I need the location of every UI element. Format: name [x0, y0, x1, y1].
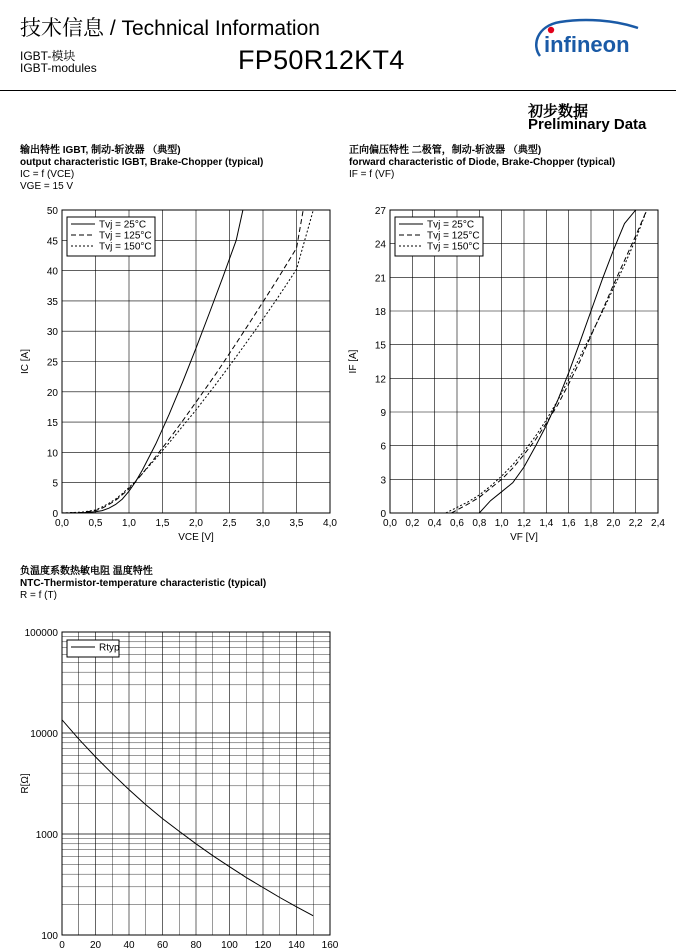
x-tick-label: 0,4: [427, 518, 442, 529]
y-tick-label: 9: [380, 408, 386, 419]
legend-label: Tvj = 150°C: [427, 241, 480, 253]
legend-label: Tvj = 150°C: [99, 241, 152, 253]
y-tick-label: 25: [46, 357, 58, 369]
y-tick-label: 15: [46, 418, 58, 430]
x-tick-label: 1,0: [494, 518, 509, 529]
y-tick-label: 0: [52, 509, 58, 520]
x-tick-label: 100: [221, 940, 238, 951]
ntc-title-en: NTC-Thermistor-temperature characteristic (typical): [20, 578, 267, 589]
y-tick-label: 1000: [35, 830, 58, 841]
x-tick-label: 1,2: [517, 518, 531, 529]
x-tick-label: 2,2: [628, 518, 643, 529]
y-tick-label: 6: [380, 441, 386, 453]
x-tick-label: 2,0: [606, 518, 621, 529]
x-tick-label: 2,4: [651, 518, 665, 529]
y-tick-label: 45: [46, 236, 58, 248]
preliminary-cn: 初步数据: [528, 103, 589, 120]
x-tick-label: 0,0: [55, 518, 69, 529]
x-tick-label: 80: [190, 940, 202, 951]
x-tick-label: 1,8: [584, 518, 598, 529]
legend-label: Tvj = 25°C: [427, 219, 475, 231]
chart-grid: [62, 632, 330, 935]
x-tick-label: 2,0: [189, 518, 203, 529]
ntc-title-cn: 负温度系数热敏电阻 温度特性: [20, 566, 153, 577]
x-tick-label: 0: [59, 940, 65, 951]
y-tick-label: 10: [46, 448, 58, 460]
x-tick-label: 0,8: [472, 518, 487, 529]
subtitle-cn: IGBT-模块: [20, 49, 76, 63]
preliminary-en: Preliminary Data: [528, 116, 647, 133]
y-tick-label: 10000: [30, 729, 58, 740]
x-tick-label: 0,5: [88, 518, 103, 529]
header-divider: [0, 90, 676, 91]
legend-label: Rtyp: [99, 642, 120, 654]
legend-label: Tvj = 125°C: [427, 230, 480, 242]
y-tick-label: 12: [374, 374, 386, 386]
y-tick-label: 27: [374, 206, 386, 217]
legend-label: Tvj = 125°C: [99, 230, 152, 242]
diode-forward-chart: [335, 195, 676, 550]
page-title: 技术信息 / Technical Information: [20, 17, 320, 40]
diode-title-cn: 正向偏压特性 二极管，制动-斩波器 （典型): [349, 145, 542, 156]
x-tick-label: 0,2: [405, 518, 420, 529]
x-tick-label: 1,0: [122, 518, 136, 529]
x-tick-label: 140: [288, 940, 305, 951]
x-tick-label: 0,6: [450, 518, 464, 529]
y-tick-label: 40: [46, 266, 58, 278]
y-tick-label: 3: [380, 475, 386, 487]
y-axis-label: IF [A]: [348, 349, 359, 374]
y-tick-label: 35: [46, 296, 58, 308]
igbt-formula-vge: VGE = 15 V: [20, 181, 74, 192]
series-line-1: [62, 720, 313, 916]
y-tick-label: 0: [380, 509, 386, 520]
x-tick-label: 1,6: [561, 518, 576, 529]
x-tick-label: 120: [254, 940, 272, 951]
igbt-title-en: output characteristic IGBT, Brake-Chopper (typical): [20, 157, 264, 168]
x-tick-label: 2,5: [222, 518, 237, 529]
x-tick-label: 3,5: [289, 518, 304, 529]
y-tick-label: 5: [52, 478, 58, 490]
y-axis-label: IC [A]: [20, 348, 31, 375]
y-tick-label: 100000: [24, 628, 58, 639]
y-tick-label: 24: [374, 239, 386, 251]
x-tick-label: 0,0: [383, 518, 397, 529]
x-tick-label: 160: [321, 940, 339, 951]
legend-label: Tvj = 25°C: [99, 219, 147, 231]
igbt-formula-ic: IC = f (VCE): [20, 169, 75, 180]
y-tick-label: 50: [46, 206, 58, 217]
igbt-title-cn: 输出特性 IGBT, 制动-斩波器 （典型): [20, 145, 181, 156]
x-tick-label: 1,5: [155, 518, 170, 529]
igbt-output-chart: [0, 195, 345, 550]
ntc-formula: R = f (T): [20, 590, 57, 601]
x-tick-label: 20: [89, 940, 102, 951]
x-axis-label: VCE [V]: [178, 532, 214, 543]
series-line-1: [479, 210, 635, 513]
subtitle-en: IGBT-modules: [20, 61, 97, 75]
y-tick-label: 18: [374, 307, 386, 318]
ntc-thermistor-chart: [0, 620, 345, 952]
y-tick-label: 20: [46, 387, 58, 399]
diode-title-en: forward characteristic of Diode, Brake-Chopper (typical): [349, 157, 616, 168]
x-tick-label: 60: [156, 940, 169, 951]
x-tick-label: 4,0: [323, 518, 337, 529]
y-tick-label: 30: [46, 327, 58, 339]
logo-text: infineon: [544, 32, 630, 57]
x-tick-label: 1,4: [539, 518, 554, 529]
y-axis-label: R[Ω]: [20, 773, 31, 794]
part-number: FP50R12KT4: [238, 45, 405, 75]
x-axis-label: VF [V]: [510, 532, 538, 543]
y-tick-label: 15: [374, 340, 386, 352]
infineon-logo: [530, 16, 645, 68]
diode-formula: IF = f (VF): [349, 169, 395, 180]
x-tick-label: 3,0: [256, 518, 270, 529]
x-tick-label: 40: [123, 940, 135, 951]
y-tick-label: 21: [374, 273, 386, 285]
y-tick-label: 100: [41, 931, 58, 942]
